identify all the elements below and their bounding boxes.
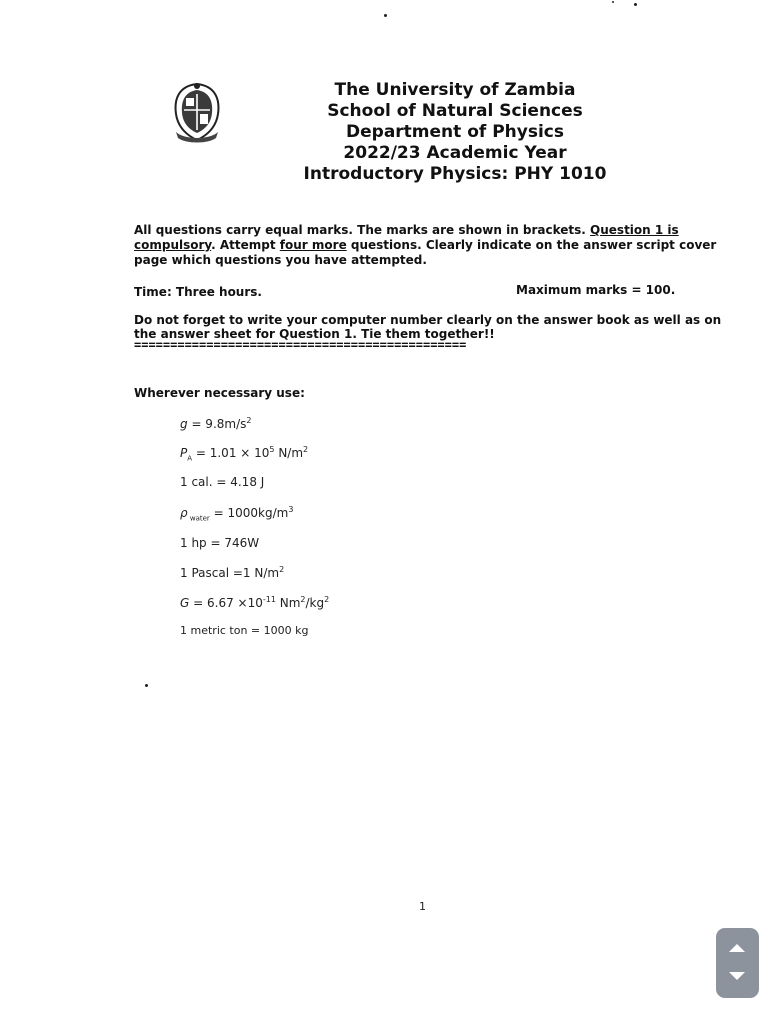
university-crest-icon (168, 80, 226, 146)
school-name: School of Natural Sciences (327, 101, 583, 121)
university-name: The University of Zambia (334, 80, 576, 100)
instructions-text-2: . Attempt (211, 238, 280, 252)
page-number: 1 (419, 900, 426, 913)
constant-horsepower: 1 hp = 746W (180, 536, 260, 550)
page-down-button[interactable] (716, 963, 759, 998)
separator-line: ============================================== (134, 339, 467, 351)
scan-speck (612, 1, 614, 3)
department-name: Department of Physics (346, 122, 564, 142)
instructions-text-3: questions. Clearly indicate on the answer script cover page which questions you have attempted. (134, 238, 717, 267)
constant-metric-ton: 1 metric ton = 1000 kg (180, 624, 309, 637)
computer-number-reminder: Do not forget to write your computer number clearly on the answer book as well as on the answer sheet for Question 1. Tie them together!! (134, 313, 722, 341)
constants-heading: Wherever necessary use: (134, 386, 305, 400)
constant-gravity: $g = 9.8m/s^2$ (180, 416, 252, 431)
constant-pascal: 1 Pascal =1 $N/m^2$ (180, 565, 285, 580)
exam-instructions (134, 223, 724, 268)
compulsory-question-note: Question 1 is compulsory (134, 223, 679, 252)
academic-year: 2022/23 Academic Year (343, 143, 567, 163)
scan-speck (634, 3, 637, 6)
time-row (134, 285, 694, 299)
constant-atmospheric-pressure: $P_A = 1.01 \times 10^5$ $N/m^2$ (180, 445, 309, 463)
maximum-marks: Maximum marks = 100. (516, 283, 676, 297)
page-nav-control (716, 928, 759, 998)
constant-calorie: 1 cal. = 4.18 J (180, 475, 265, 489)
exam-header (250, 80, 660, 185)
constant-water-density: ρ $_{water} = 1000kg/m^3$ (180, 505, 294, 523)
page-up-button[interactable] (716, 928, 759, 963)
constant-gravitational: $G = 6.67 \times 10^{-11}$ $Nm^2/kg^2$ (180, 595, 330, 610)
course-title: Introductory Physics: PHY 1010 (303, 164, 607, 184)
instructions-text-1: All questions carry equal marks. The marks are shown in brackets. (134, 223, 591, 237)
four-more-note: four more (279, 238, 347, 252)
scan-speck (384, 14, 387, 17)
arrow-down-icon (729, 972, 745, 980)
scan-speck (145, 684, 148, 687)
exam-duration: Time: Three hours. (134, 285, 262, 299)
arrow-up-icon (729, 944, 745, 952)
